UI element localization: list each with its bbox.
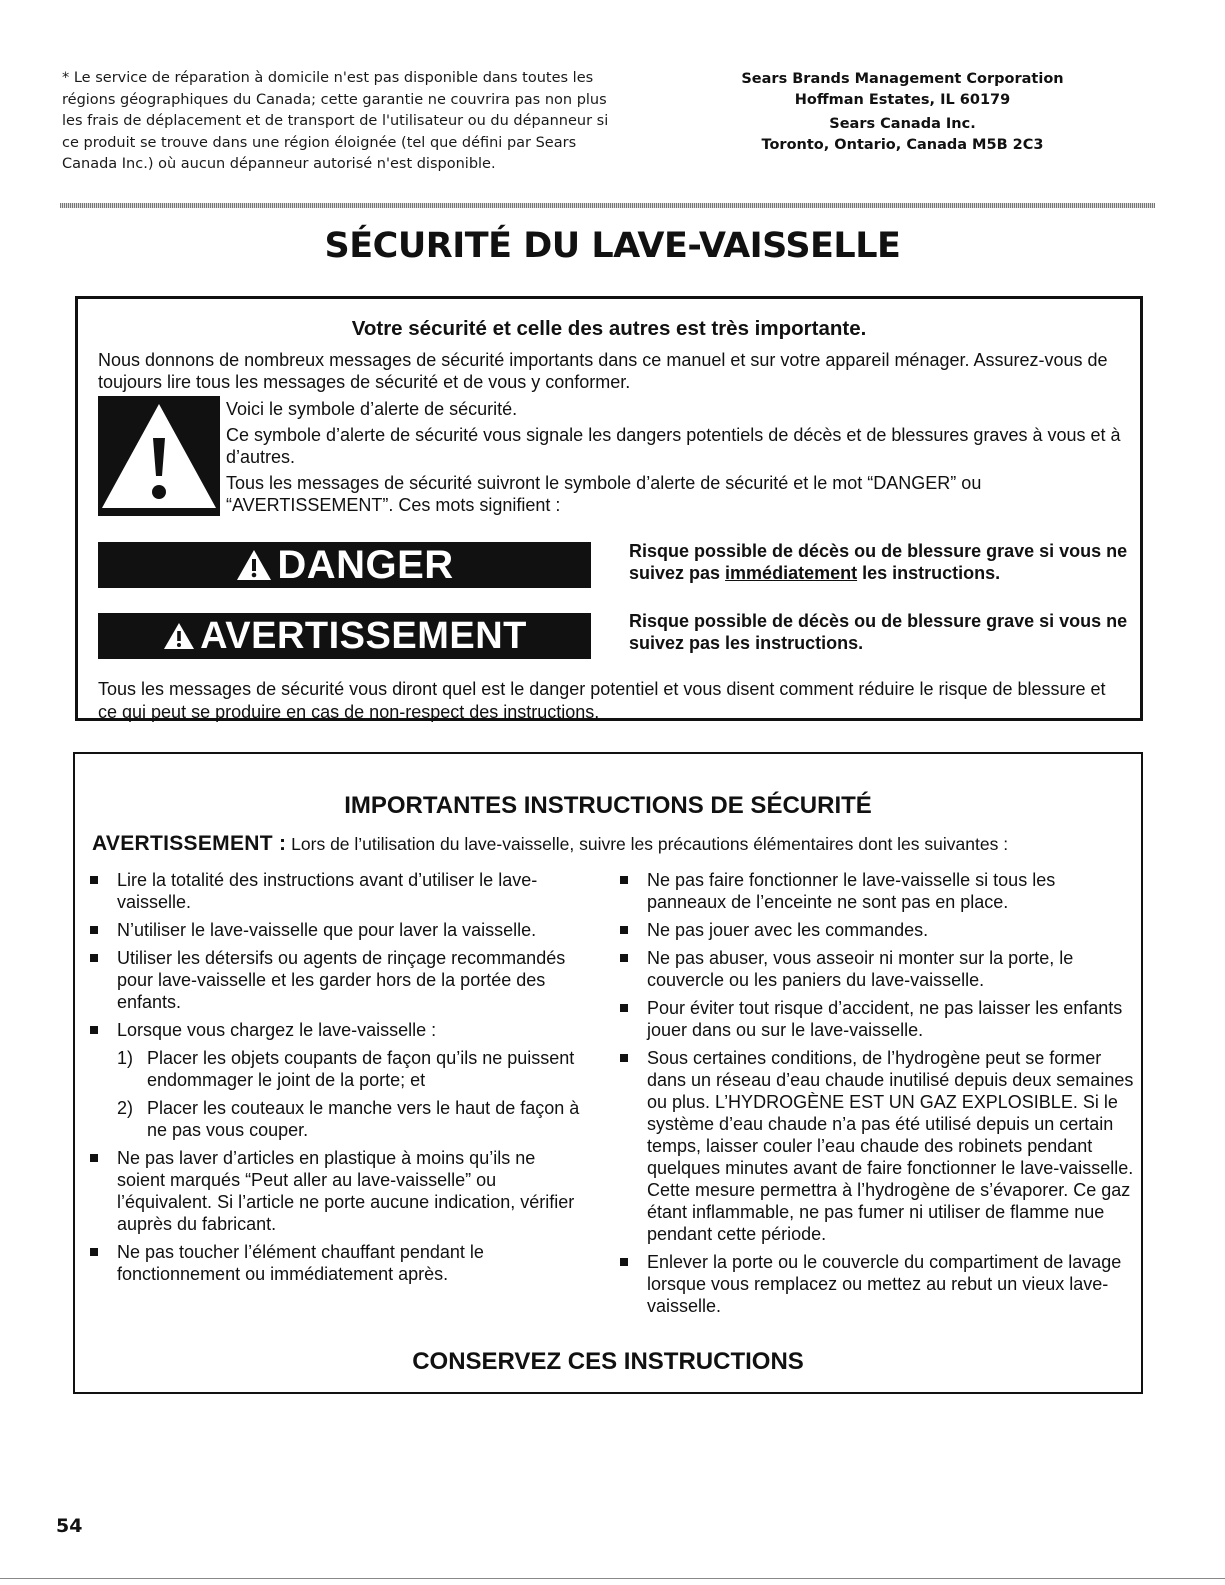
list-item-text: Ne pas faire fonctionner le lave-vaisselle si tous les panneaux de l’enceinte ne sont pas en place.	[647, 870, 1056, 912]
instructions-box	[73, 752, 1143, 1394]
instructions-title: IMPORTANTES INSTRUCTIONS DE SÉCURITÉ	[344, 792, 872, 819]
footnote: * Le service de réparation à domicile n'est pas disponible dans toutes les régions géographiques du Canada; cette garantie ne couvrira pas non plus les frais de déplacement et de transport de l'utilisateur ou du dépanneur si ce produit se trouve dans une région éloignée (tel que défini par Sears Canada Inc.) où aucun dépanneur autorisé n'est disponible.	[62, 70, 609, 172]
list-item	[617, 869, 1137, 913]
address-line-3: Sears Canada Inc.	[829, 116, 976, 132]
safety-box	[75, 296, 1143, 721]
square-bullet-icon	[620, 926, 628, 934]
square-bullet-icon	[620, 876, 628, 884]
list-item-text: Pour éviter tout risque d’accident, ne pas laisser les enfants jouer dans ou sur le lave-vaisselle.	[647, 998, 1123, 1040]
warning-description: Risque possible de décès ou de blessure grave si vous ne suivez pas les instructions.	[629, 611, 1128, 653]
address-line-1: Sears Brands Management Corporation	[741, 71, 1064, 87]
list-item-text: Sous certaines conditions, de l’hydrogène peut se former dans un réseau d’eau chaude inutilisé depuis deux semaines ou plus. L’HYDROGÈNE EST UN GAZ EXPLOSIBLE. Si le système d’eau chaude n’a pas été utilisé depuis un certain temps, laisser couler l’eau chaude des robinets pendant quelques minutes avant de faire fonctionner le lave-vaisselle. Cette mesure permettra à l’hydrogène de s’évaporer. Ce gaz étant inflammable, ne pas fumer ni utiliser de flamme nue pendant cette période.	[647, 1048, 1134, 1244]
warning-triangle-icon	[98, 396, 220, 516]
danger-desc-part1: Risque possible de décès ou de blessure grave si vous ne suivez pas	[629, 541, 1128, 583]
square-bullet-icon	[90, 876, 98, 884]
sub-item-number: 2)	[117, 1098, 134, 1118]
header-divider	[60, 203, 1155, 208]
list-item	[617, 1047, 1137, 1245]
square-bullet-icon	[90, 1154, 98, 1162]
safety-box-title: Votre sécurité et celle des autres est très importante.	[351, 317, 867, 340]
sub-item-text: Placer les objets coupants de façon qu’ils ne puissent endommager le joint de la porte; et	[147, 1048, 575, 1090]
square-bullet-icon	[90, 954, 98, 962]
instructions-left-column	[87, 869, 587, 1291]
alert-text-3: Tous les messages de sécurité suivront le symbole d’alerte de sécurité et le mot “DANGER” ou “AVERTISSEMENT”. Ces mots signifient :	[226, 473, 982, 515]
square-bullet-icon	[90, 1248, 98, 1256]
list-item	[87, 947, 587, 1013]
square-bullet-icon	[90, 926, 98, 934]
page-title: SÉCURITÉ DU LAVE-VAISSELLE	[324, 226, 901, 266]
danger-desc-part2: les instructions.	[857, 563, 1001, 583]
list-item-text: Ne pas abuser, vous asseoir ni monter sur la porte, le couvercle ou les paniers du lave-vaisselle.	[647, 948, 1074, 990]
instructions-right-column	[617, 869, 1137, 1323]
list-item-text: Ne pas laver d’articles en plastique à moins qu’ils ne soient marqués “Peut aller au lave-vaisselle” ou l’équivalent. Si l’article ne porte aucune indication, vérifier auprès du fabricant.	[117, 1148, 575, 1234]
list-item-text: N’utiliser le lave-vaisselle que pour laver la vaisselle.	[117, 920, 537, 940]
square-bullet-icon	[90, 1026, 98, 1034]
safety-intro: Nous donnons de nombreux messages de sécurité importants dans ce manuel et sur votre appareil ménager. Assurez-vous de toujours lire tous les messages de sécurité et de vous y conformer.	[98, 350, 1108, 392]
warning-triangle-icon	[235, 548, 273, 582]
warning-triangle-icon	[162, 621, 196, 651]
list-item-text: Lire la totalité des instructions avant d’utiliser le lave-vaisselle.	[117, 870, 538, 912]
danger-desc-emphasis: immédiatement	[725, 563, 858, 583]
list-item-text: Lorsque vous chargez le lave-vaisselle :	[117, 1020, 437, 1040]
page-number: 54	[56, 1515, 83, 1537]
square-bullet-icon	[620, 1258, 628, 1266]
list-item	[87, 1019, 587, 1041]
sub-item-text: Placer les couteaux le manche vers le haut de façon à ne pas vous couper.	[147, 1098, 580, 1140]
bottom-rule	[0, 1578, 1225, 1579]
alert-text-1: Voici le symbole d’alerte de sécurité.	[226, 399, 518, 419]
list-item	[617, 997, 1137, 1041]
warning-label	[98, 613, 591, 659]
square-bullet-icon	[620, 1004, 628, 1012]
list-item-text: Enlever la porte ou le couvercle du compartiment de lavage lorsque vous remplacez ou mettez au rebut un vieux lave-vaisselle.	[647, 1252, 1122, 1316]
sub-item-number: 1)	[117, 1048, 134, 1068]
company-address	[705, 69, 1100, 156]
list-item	[87, 1241, 587, 1285]
sub-list-item	[87, 1097, 587, 1141]
square-bullet-icon	[620, 954, 628, 962]
list-item-text: Utiliser les détersifs ou agents de rinçage recommandés pour lave-vaisselle et les garder hors de la portée des enfants.	[117, 948, 566, 1012]
address-line-4: Toronto, Ontario, Canada M5B 2C3	[761, 137, 1044, 153]
instructions-warning	[92, 832, 1142, 856]
list-item	[617, 947, 1137, 991]
list-item	[87, 869, 587, 913]
alert-text-2: Ce symbole d’alerte de sécurité vous signale les dangers potentiels de décès et de blessures graves à vous et à d’autres.	[226, 425, 1121, 467]
warning-label-text: AVERTISSEMENT	[200, 614, 527, 657]
alert-explanation	[226, 398, 1126, 520]
list-item	[617, 1251, 1137, 1317]
list-item-text: Ne pas jouer avec les commandes.	[647, 920, 929, 940]
square-bullet-icon	[620, 1054, 628, 1062]
address-line-2: Hoffman Estates, IL 60179	[794, 92, 1011, 108]
danger-description	[629, 540, 1129, 584]
sub-list-item	[87, 1047, 587, 1091]
list-item	[87, 1147, 587, 1235]
danger-label-text: DANGER	[277, 542, 454, 587]
warning-lead: AVERTISSEMENT :	[92, 832, 287, 855]
warning-text: Lors de l’utilisation du lave-vaisselle, suivre les précautions élémentaires dont les suivantes :	[286, 834, 1009, 854]
save-instructions-heading: CONSERVEZ CES INSTRUCTIONS	[412, 1348, 804, 1375]
safety-closing: Tous les messages de sécurité vous diront quel est le danger potentiel et vous disent comment réduire le risque de blessure et ce qui peut se produire en cas de non-respect des instructions.	[98, 679, 1106, 722]
list-item	[87, 919, 587, 941]
list-item	[617, 919, 1137, 941]
danger-label	[98, 542, 591, 588]
list-item-text: Ne pas toucher l’élément chauffant pendant le fonctionnement ou immédiatement après.	[117, 1242, 484, 1284]
